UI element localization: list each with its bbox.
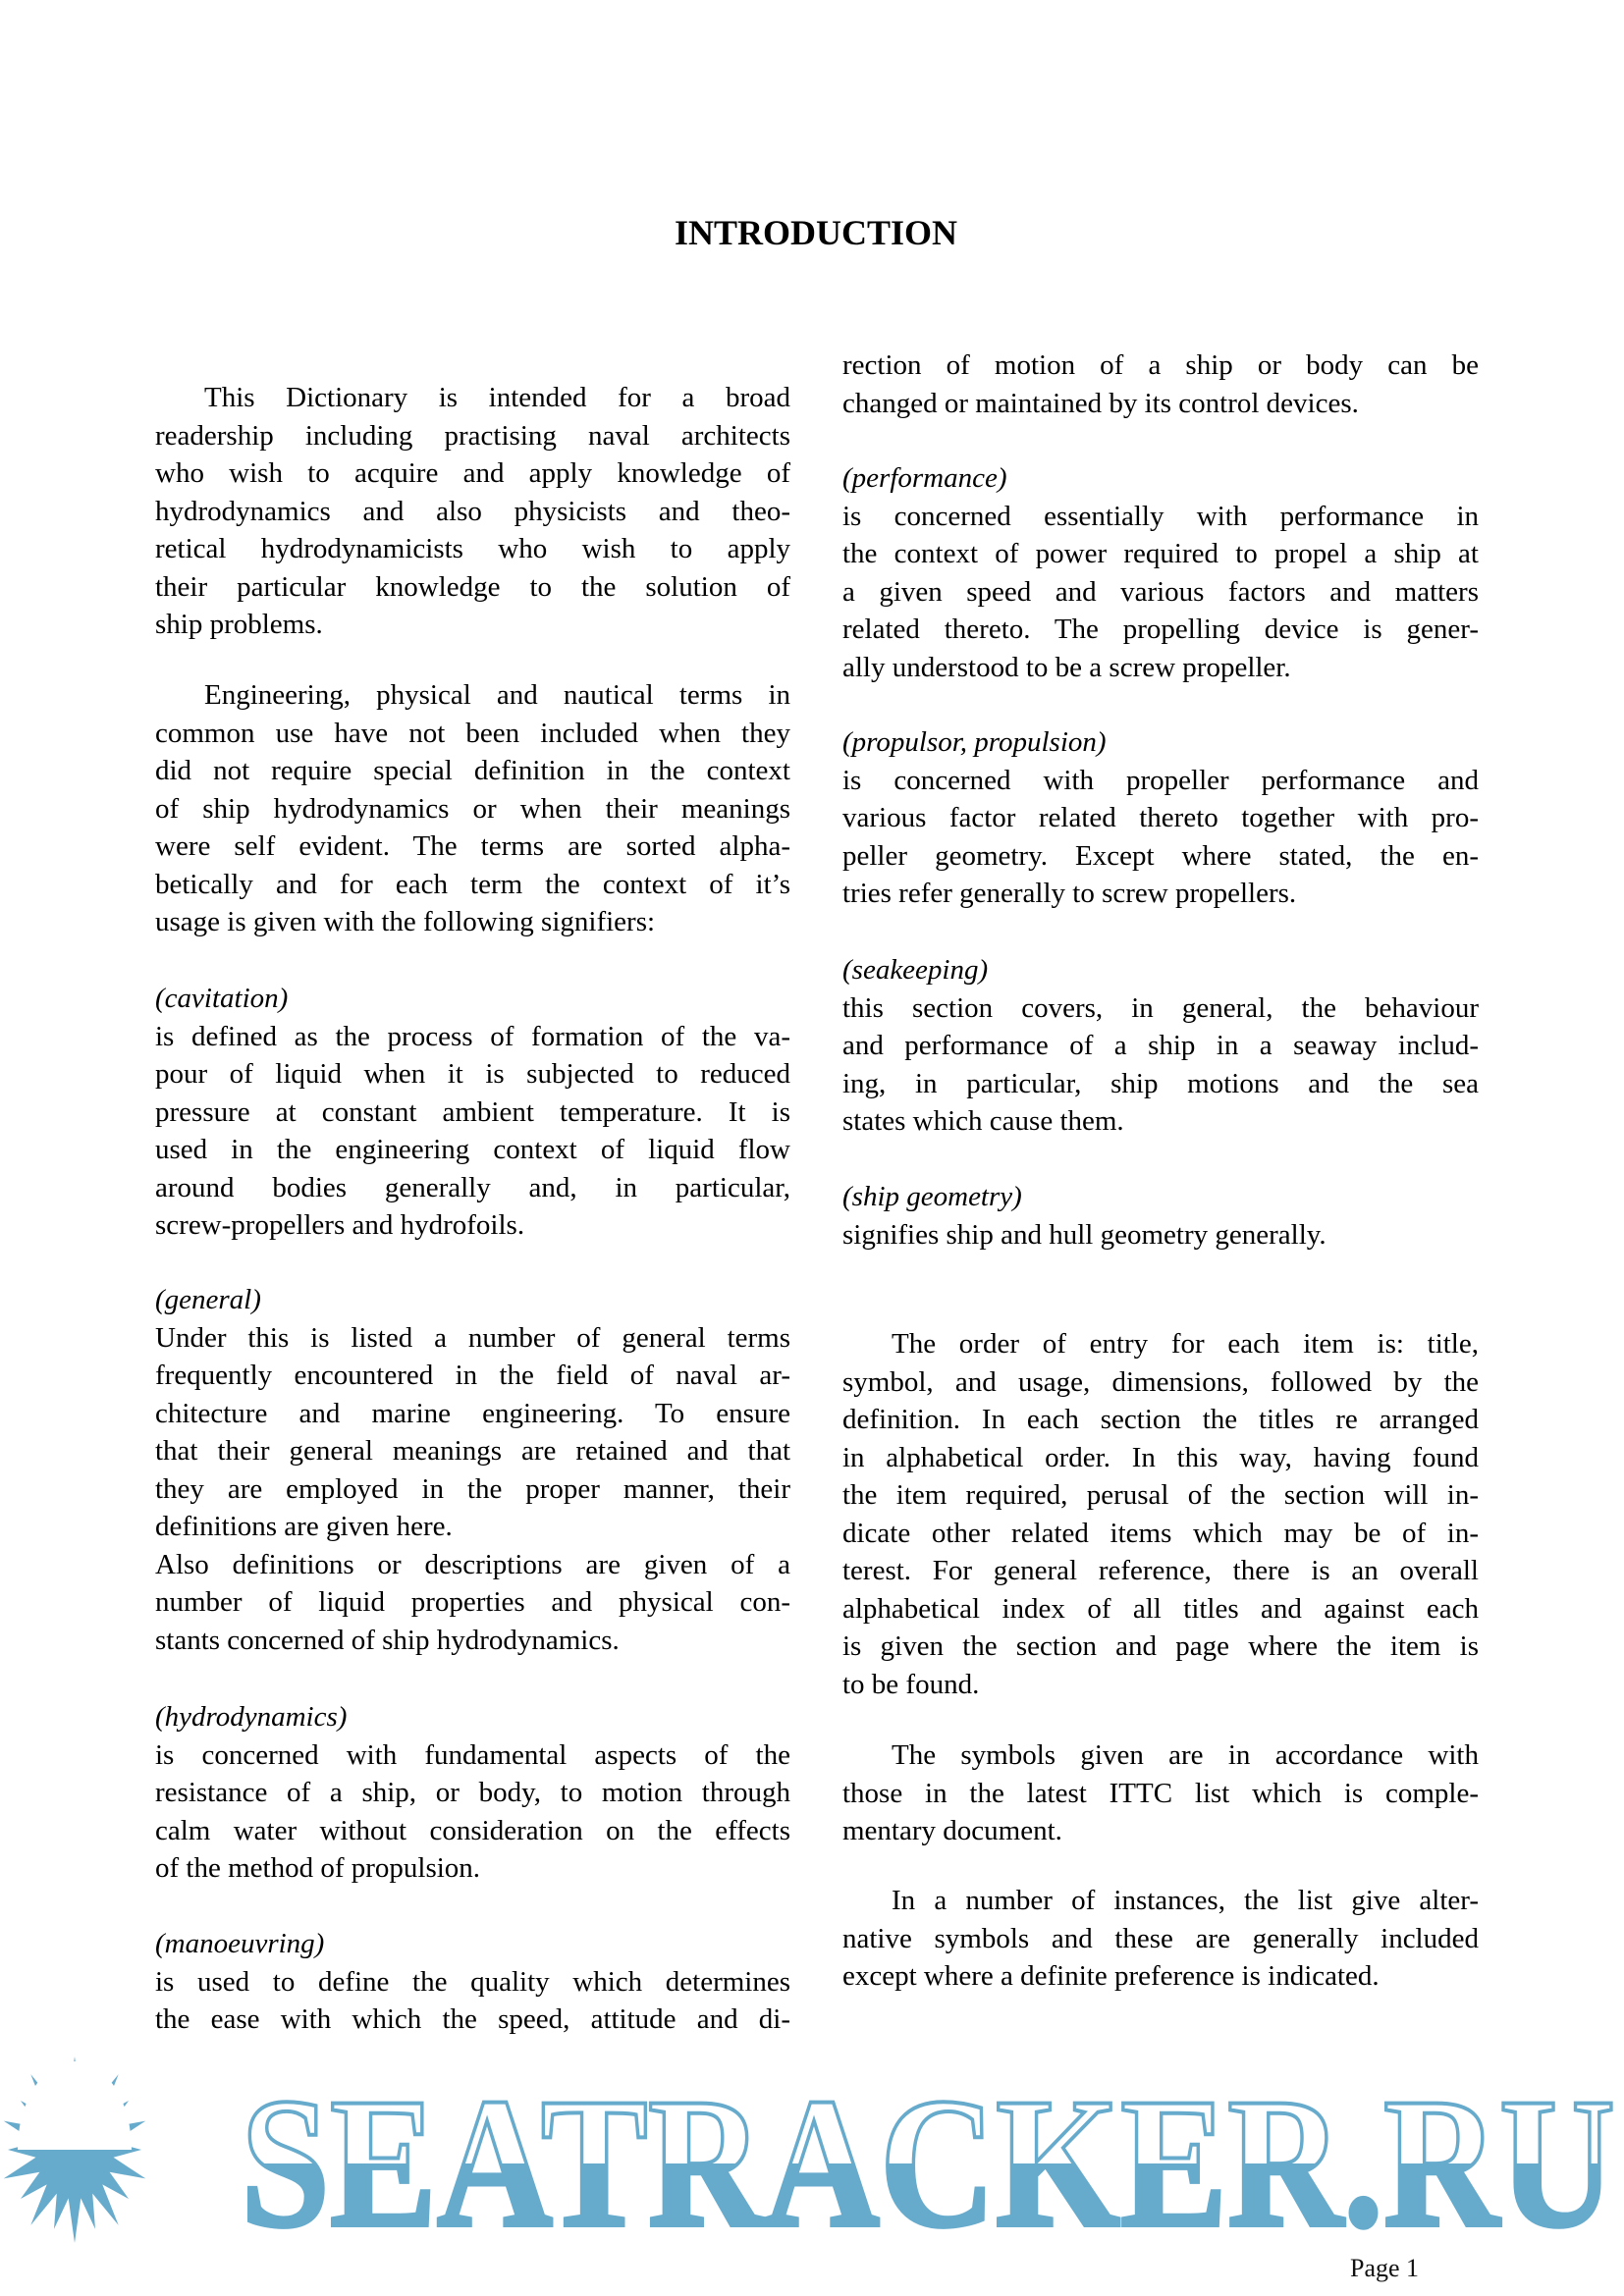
text-line: those in the latest ITTC list which is comple- <box>842 1777 1479 1809</box>
text-line: the item required, perusal of the section will in- <box>842 1479 1479 1511</box>
text-line: pour of liquid when it is subjected to reduced <box>155 1058 790 1090</box>
entry-heading: (performance) <box>842 462 1007 494</box>
entry-heading: (ship geometry) <box>842 1181 1022 1212</box>
text-line: retical hydrodynamicists who wish to apply <box>155 533 790 564</box>
text-line: number of liquid properties and physical con- <box>155 1586 790 1618</box>
definition-entry <box>842 723 1479 913</box>
text-line: readership including practising naval architects <box>155 419 790 452</box>
text-line: Also definitions or descriptions are given of a <box>155 1548 790 1580</box>
text-line: dicate other related items which may be of in- <box>842 1517 1479 1549</box>
text-line: is concerned with propeller performance and <box>842 764 1479 796</box>
text-line: is defined as the process of formation of the va- <box>155 1020 790 1052</box>
text-line: ally understood to be a screw propeller. <box>842 651 1291 683</box>
text-line: native symbols and these are generally included <box>842 1922 1479 1954</box>
text-line: ship problems. <box>155 609 323 640</box>
text-line: rection of motion of a ship or body can be <box>842 349 1479 381</box>
text-line: peller geometry. Except where stated, the en- <box>842 839 1479 872</box>
text-line: definition. In each section the titles re arranged <box>842 1404 1479 1435</box>
definition-entry <box>155 1281 790 1659</box>
text-line: terest. For general reference, there is an overall <box>842 1555 1479 1586</box>
text-line: screw-propellers and hydrofoils. <box>155 1209 525 1241</box>
text-line: In a number of instances, the list give alter- <box>892 1885 1479 1916</box>
text-line: did not require special definition in the context <box>155 755 790 786</box>
page-title: INTRODUCTION <box>674 213 958 252</box>
text-line: Engineering, physical and nautical terms in <box>204 679 790 711</box>
text-line: pressure at constant ambient temperature. It is <box>155 1095 790 1128</box>
entry-heading: (seakeeping) <box>842 954 989 986</box>
text-line: the context of power required to propel a ship at <box>842 538 1479 569</box>
text-line: they are employed in the proper manner, their <box>155 1472 790 1505</box>
text-line: is concerned with fundamental aspects of the <box>155 1738 790 1771</box>
page-number: Page 1 <box>1350 2254 1420 2282</box>
text-line: to be found. <box>842 1668 980 1700</box>
text-line: tries refer generally to screw propellers. <box>842 878 1297 909</box>
text-line: signifies ship and hull geometry generally. <box>842 1218 1326 1251</box>
paragraph <box>155 676 790 941</box>
text-line: that their general meanings are retained and that <box>155 1435 790 1467</box>
text-line: of ship hydrodynamics or when their meanings <box>155 792 790 825</box>
text-line: symbol, and usage, dimensions, followed by the <box>842 1365 1479 1398</box>
text-line: The symbols given are in accordance with <box>892 1739 1479 1771</box>
entry-heading: (general) <box>155 1284 261 1315</box>
text-line: states which cause them. <box>842 1105 1124 1137</box>
text-line: mentary document. <box>842 1815 1062 1846</box>
paragraph <box>842 1882 1479 1996</box>
entry-heading: (manoeuvring) <box>155 1928 325 1959</box>
text-line: this section covers, in general, the behaviour <box>842 991 1479 1024</box>
text-line: around bodies generally and, in particular, <box>155 1171 790 1203</box>
entry-heading: (hydrodynamics) <box>155 1701 348 1733</box>
text-line: This Dictionary is intended for a broad <box>204 382 790 413</box>
sun-icon <box>4 2056 146 2243</box>
text-line: is used to define the quality which determines <box>155 1965 790 1998</box>
text-line: of the method of propulsion. <box>155 1852 481 1884</box>
text-line: were self evident. The terms are sorted alpha- <box>155 830 790 862</box>
text-line: in alphabetical order. In this way, having found <box>842 1441 1479 1473</box>
text-line: their particular knowledge to the solution of <box>155 570 790 603</box>
text-line: and performance of a ship in a seaway includ- <box>842 1030 1479 1061</box>
text-line: hydrodynamics and also physicists and theo- <box>155 495 790 527</box>
text-line: the ease with which the speed, attitude and di- <box>155 2003 790 2035</box>
text-line: who wish to acquire and apply knowledge of <box>155 457 790 489</box>
text-line: stants concerned of ship hydrodynamics. <box>155 1624 620 1656</box>
text-line: frequently encountered in the field of naval ar- <box>155 1360 790 1391</box>
text-line: alphabetical index of all titles and against each <box>842 1592 1479 1625</box>
definition-entry <box>842 951 1479 1141</box>
definition-entry <box>155 980 790 1245</box>
definition-entry <box>842 1178 1479 1254</box>
paragraph <box>842 1736 1479 1850</box>
text-line: usage is given with the following signifiers: <box>155 906 656 937</box>
text-line: Under this is listed a number of general terms <box>155 1321 790 1354</box>
entry-heading: (cavitation) <box>155 983 289 1014</box>
paragraph <box>842 1325 1479 1703</box>
text-line: The order of entry for each item is: title, <box>892 1328 1479 1360</box>
entry-heading: (propulsor, propulsion) <box>842 726 1107 758</box>
text-line: chitecture and marine engineering. To ensure <box>155 1397 790 1429</box>
text-line: used in the engineering context of liquid flow <box>155 1134 790 1165</box>
text-line: ing, in particular, ship motions and the sea <box>842 1067 1479 1099</box>
text-line: is given the section and page where the item is <box>842 1630 1479 1662</box>
text-line: various factor related thereto together with pro- <box>842 802 1479 833</box>
text-line: changed or maintained by its control devices. <box>842 387 1359 419</box>
text-line: except where a definite preference is indicated. <box>842 1960 1380 1992</box>
text-line: is concerned essentially with performance in <box>842 500 1479 532</box>
paragraph <box>842 347 1479 422</box>
definition-entry <box>155 1698 790 1888</box>
text-line: definitions are given here. <box>155 1511 453 1542</box>
text-line: related thereto. The propelling device is gener- <box>842 614 1479 645</box>
text-line: resistance of a ship, or body, to motion through <box>155 1777 790 1808</box>
definition-entry <box>842 459 1479 686</box>
paragraph <box>155 379 790 644</box>
text-line: common use have not been included when they <box>155 717 790 749</box>
definition-entry <box>155 1925 790 2039</box>
text-line: betically and for each term the context of it’s <box>155 868 790 900</box>
watermark-text: SEATRACKER.RU <box>241 2060 1615 2243</box>
text-line: calm water without consideration on the effects <box>155 1814 790 1846</box>
seatracker-watermark-logo <box>0 2056 1624 2243</box>
text-line: a given speed and various factors and matters <box>842 575 1479 608</box>
